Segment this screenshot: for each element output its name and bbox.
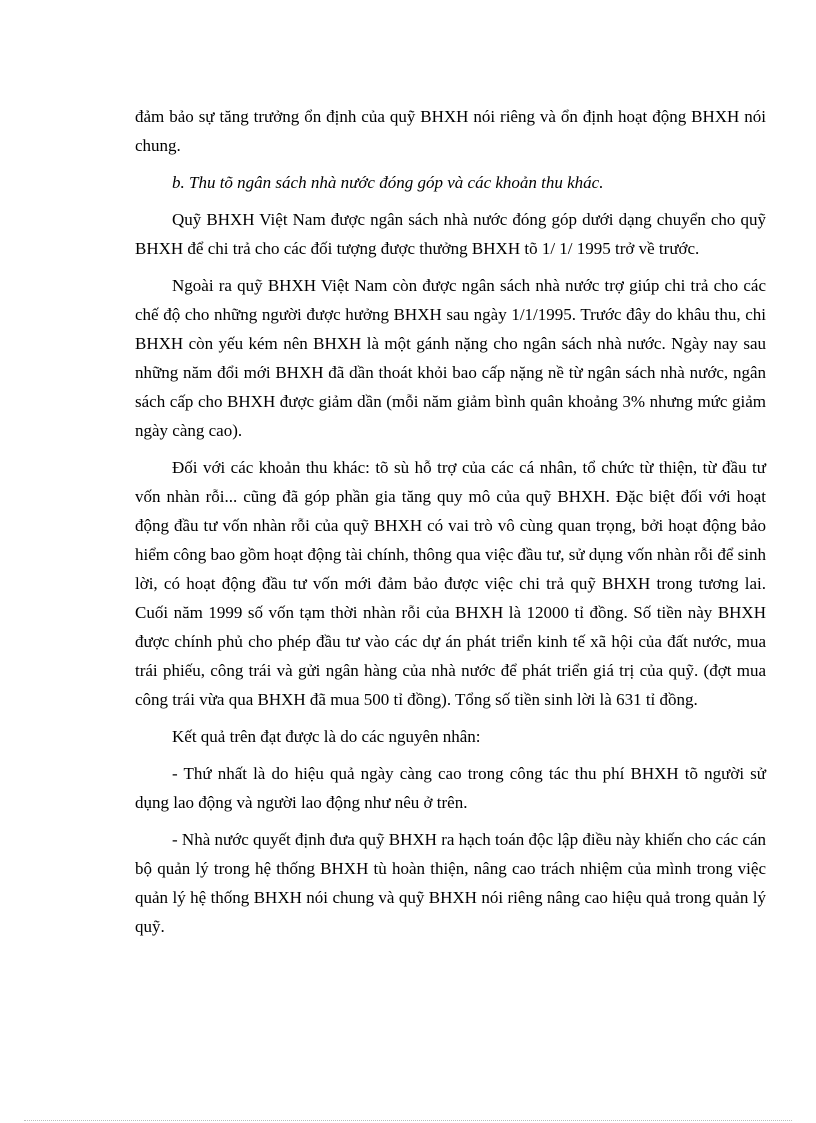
page-bottom-divider (24, 1120, 792, 1121)
paragraph-state-budget: Quỹ BHXH Việt Nam được ngân sách nhà nước đóng góp dưới dạng chuyển cho quỹ BHXH để chi trả cho các đối tượng được thưởng BHXH tõ 1/ 1/ 1995 trở về trước. (135, 210, 766, 258)
paragraph-causes-intro: Kết quả trên đạt được là do các nguyên nhân: (172, 727, 481, 746)
paragraph-budget-support: Ngoài ra quỹ BHXH Việt Nam còn được ngân sách nhà nước trợ giúp chi trả cho các chế độ cho những người được hưởng BHXH sau ngày 1/1/1995. Trước đây do khâu thu, chi BHXH còn yếu kém nên BHXH là một gánh nặng cho ngân sách nhà nước. Ngày nay sau những năm đổi mới BHXH đã dần thoát khỏi bao cấp nặng nề từ ngân sách nhà nước, ngân sách cấp cho BHXH được giảm dần (mỗi năm giảm bình quân khoảng 3% nhưng mức giảm ngày càng cao). (135, 276, 766, 440)
section-heading-b: b. Thu tõ ngân sách nhà nước đóng góp và các khoản thu khác. (172, 173, 604, 192)
list-item-cause-1: - Thứ nhất là do hiệu quả ngày càng cao trong công tác thu phí BHXH tõ người sử dụng lao động và người lao động như nêu ở trên. (135, 764, 766, 812)
list-item-cause-2: - Nhà nước quyết định đưa quỹ BHXH ra hạch toán độc lập điều này khiến cho các cán bộ quản lý trong hệ thống BHXH tù hoàn thiện, nâng cao trách nhiệm của mình trong việc quản lý hệ thống BHXH nói chung và quỹ BHXH nói riêng nâng cao hiệu quả trong quản lý quỹ. (135, 830, 766, 936)
paragraph-continuation: đảm bảo sự tăng trưởng ổn định của quỹ BHXH nói riêng và ổn định hoạt động BHXH nói chung. (135, 107, 766, 155)
document-body (135, 102, 766, 949)
paragraph-other-revenue: Đối với các khoản thu khác: tõ sù hỗ trợ của các cá nhân, tổ chức từ thiện, từ đầu tư vốn nhàn rỗi... cũng đã góp phần gia tăng quy mô của quỹ BHXH. Đặc biệt đối với hoạt động đầu tư vốn nhàn rỗi của quỹ BHXH có vai trò vô cùng quan trọng, bởi hoạt động bảo hiểm công bao gồm hoạt động tài chính, thông qua việc đầu tư, sử dụng vốn nhàn rỗi để sinh lời, có hoạt động đầu tư vốn mới đảm bảo được việc chi trả quỹ BHXH trong tương lai. Cuối năm 1999 số vốn tạm thời nhàn rỗi của BHXH là 12000 tỉ đồng. Số tiền này BHXH được chính phủ cho phép đầu tư vào các dự án phát triển kinh tế xã hội của đất nước, mua trái phiếu, công trái và gửi ngân hàng của nhà nước để phát triển giá trị của quỹ. (đợt mua công trái vừa qua BHXH đã mua 500 tỉ đồng). Tổng số tiền sinh lời là 631 tỉ đồng. (135, 458, 766, 709)
